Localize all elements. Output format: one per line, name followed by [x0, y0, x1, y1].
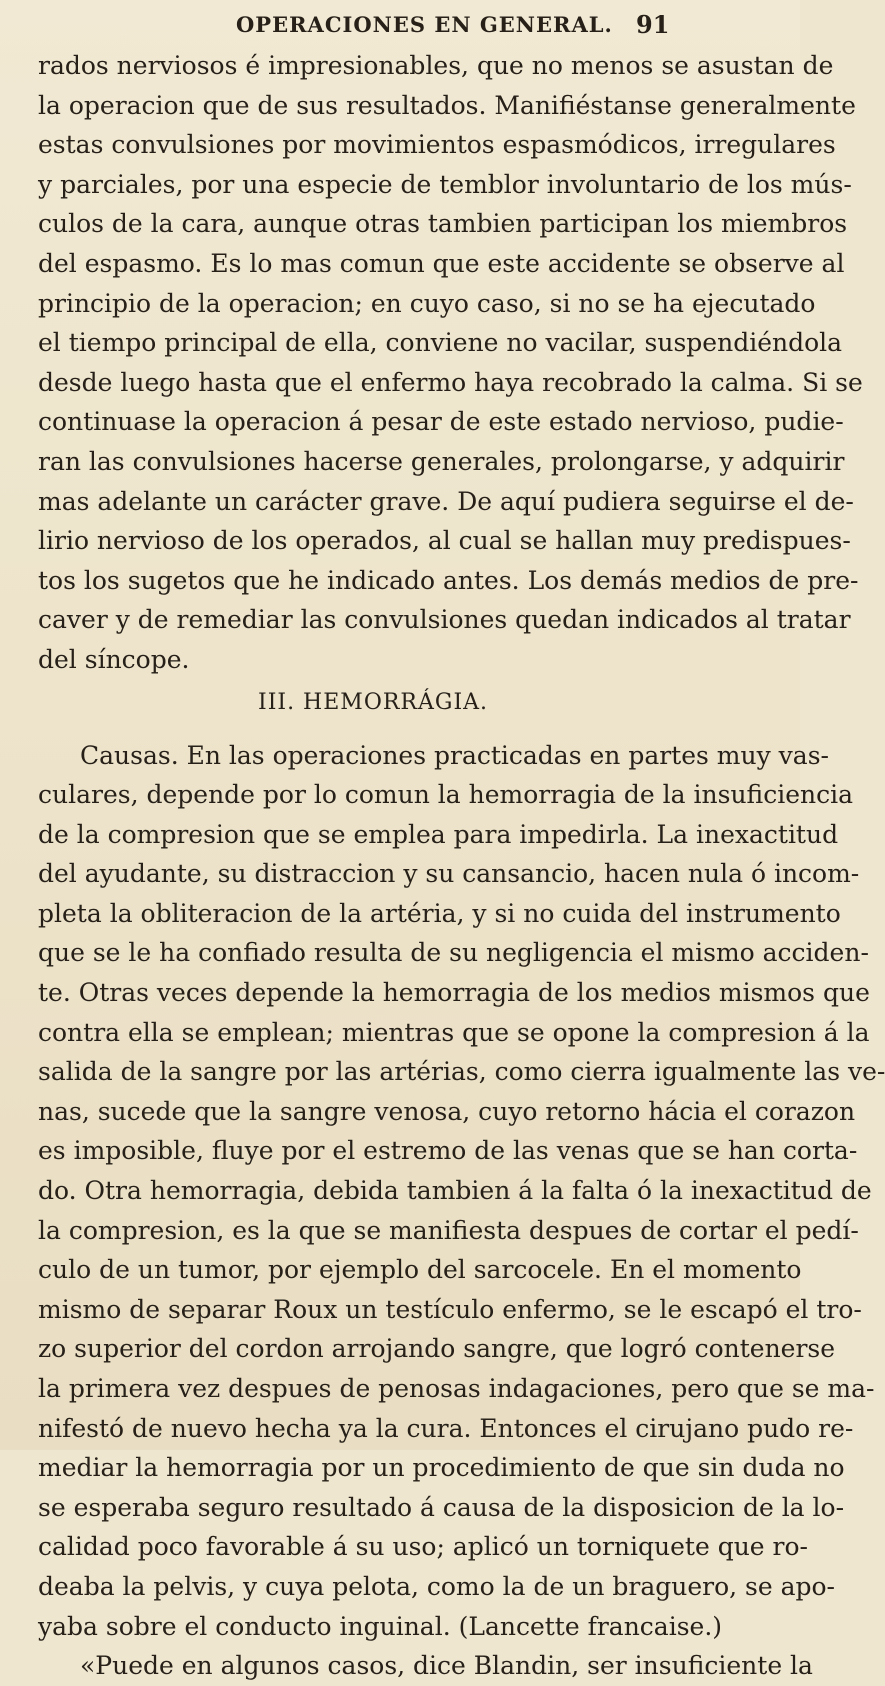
text-line: rados nerviosos é impresionables, que no menos se asustan de	[38, 51, 834, 80]
text-line: el tiempo principal de ella, conviene no vacilar, suspendiéndola	[38, 328, 843, 358]
text-line: Causas. En las operaciones practicadas en partes muy vas-	[80, 740, 829, 770]
text-line: nas, sucede que la sangre venosa, cuyo retorno hácia el corazon	[38, 1096, 856, 1126]
text-line: contra ella se emplean; mientras que se opone la compresion á la	[38, 1017, 870, 1047]
text-line: del ayudante, su distraccion y su cansancio, hacen nula ó incom-	[38, 859, 860, 889]
text-line: yaba sobre el conducto inguinal. (Lancette francaise.)	[38, 1611, 723, 1641]
text-line: la operacion que de sus resultados. Manifiéstanse generalmente	[38, 90, 856, 120]
text-line: continuase la operacion á pesar de este estado nervioso, pudie-	[38, 407, 844, 437]
page-number: 91	[636, 10, 670, 39]
text-line: te. Otras veces depende la hemorragia de los medios mismos que	[38, 978, 870, 1008]
section-heading: III. HEMORRÁGIA.	[258, 689, 489, 715]
text-line: caver y de remediar las convulsiones quedan indicados al tratar	[38, 605, 851, 635]
text-line: calidad poco favorable á su uso; aplicó un torniquete que ro-	[38, 1532, 808, 1562]
text-line: del espasmo. Es lo mas comun que este accidente se observe al	[38, 248, 845, 278]
text-line: la compresion, es la que se manifiesta despues de cortar el pedí-	[38, 1215, 859, 1245]
text-line: estas convulsiones por movimientos espasmódicos, irregulares	[38, 130, 836, 160]
text-line: culares, depende por lo comun la hemorragia de la insuficiencia	[38, 780, 854, 810]
text-line: que se le ha confiado resulta de su negligencia el mismo acciden-	[38, 938, 869, 968]
text-line: mediar la hemorragia por un procedimiento de que sin duda no	[38, 1453, 845, 1483]
running-title: OPERACIONES EN GENERAL.	[236, 12, 613, 37]
text-line: de la compresion que se emplea para impedirla. La inexactitud	[38, 819, 839, 849]
text-line: «Puede en algunos casos, dice Blandin, ser insuficiente la	[80, 1651, 813, 1681]
text-line: tos los sugetos que he indicado antes. Los demás medios de pre-	[38, 565, 859, 595]
text-line: desde luego hasta que el enfermo haya recobrado la calma. Si se	[38, 367, 863, 397]
text-line: culo de un tumor, por ejemplo del sarcocele. En el momento	[38, 1255, 802, 1285]
text-line: se esperaba seguro resultado á causa de la disposicion de la lo-	[38, 1492, 845, 1522]
text-line: nifestó de nuevo hecha ya la cura. Entonces el cirujano pudo re-	[38, 1413, 854, 1443]
text-line: y parciales, por una especie de temblor involuntario de los mús-	[38, 169, 852, 199]
text-line: pleta la obliteracion de la artéria, y si no cuida del instrumento	[38, 898, 841, 928]
text-line: salida de la sangre por las artérias, como cierra igualmente las ve-	[38, 1057, 885, 1087]
section-spacer	[38, 726, 778, 736]
text-line: zo superior del cordon arrojando sangre, que logró contenerse	[38, 1334, 836, 1364]
text-line: ran las convulsiones hacerse generales, prolongarse, y adquirir	[38, 446, 845, 476]
text-line: la primera vez despues de penosas indagaciones, pero que se ma-	[38, 1374, 875, 1403]
text-line: do. Otra hemorragia, debida tambien á la falta ó la inexactitud de	[38, 1176, 872, 1206]
page-body	[38, 46, 885, 1686]
running-head	[0, 4, 800, 48]
text-line: del síncope.	[38, 644, 190, 674]
text-line: principio de la operacion; en cuyo caso, si no se ha ejecutado	[38, 288, 816, 318]
text-line: mas adelante un carácter grave. De aquí pudiera seguirse el de-	[38, 486, 854, 516]
text-line: es imposible, fluye por el estremo de las venas que se han corta-	[38, 1136, 858, 1166]
text-line: lirio nervioso de los operados, al cual se hallan muy predispues-	[38, 526, 851, 556]
text-line: mismo de separar Roux un testículo enfermo, se le escapó el tro-	[38, 1294, 862, 1324]
text-line: deaba la pelvis, y cuya pelota, como la de un braguero, se apo-	[38, 1571, 836, 1601]
text-line: culos de la cara, aunque otras tambien participan los miembros	[38, 209, 848, 239]
